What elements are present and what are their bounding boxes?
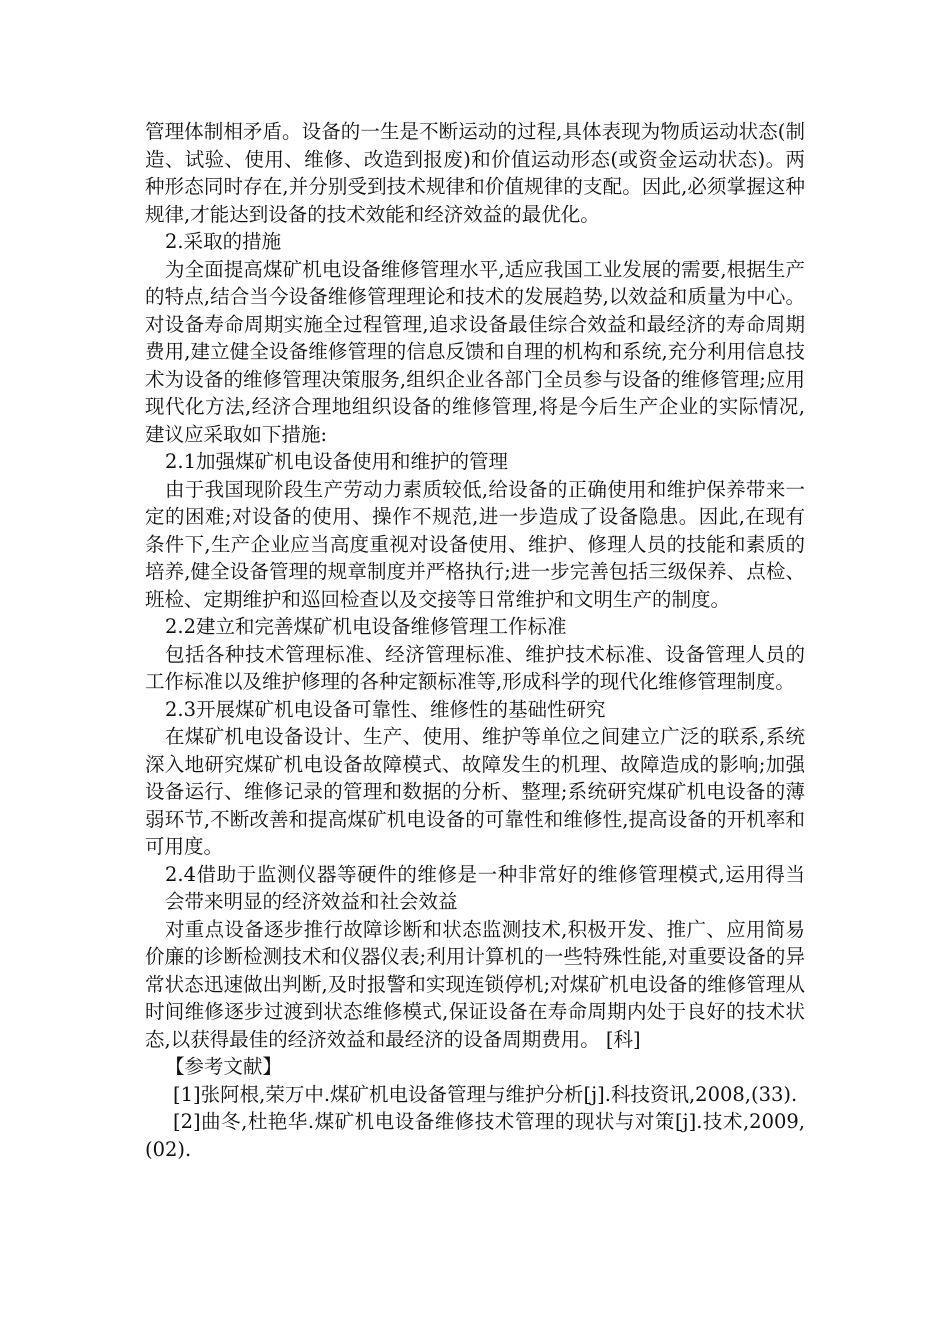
reference-item-1: [1]张阿根,荣万中.煤矿机电设备管理与维护分析[j].科技资讯,2008,(33). (173, 1082, 798, 1106)
references-title: 【参考文献】 (165, 1055, 283, 1078)
section-heading-2-4: 2.4借助于监测仪器等硬件的维修是一种非常好的维修管理模式,运用得当会带来明显的经济效益和社会效益 (165, 862, 805, 913)
paragraph-2-4: 对重点设备逐步推行故障诊断和状态监测技术,积极开发、推广、应用简易价廉的诊断检测技术和仪器仪表;利用计算机的一些特殊性能,对重要设备的异常状态迅速做出判断,及时报警和实现连锁停机;对煤矿机电设备的维修管理从时间维修逐步过渡到状态维修模式,保证设备在寿命周期内处于良好的技术状态,以获得最佳的经济效益和最经济的设备周期费用。 [科] (145, 917, 805, 1051)
section-heading-2: 2.采取的措施 (165, 230, 282, 253)
document-page (145, 118, 805, 1163)
section-heading-2-1: 2.1加强煤矿机电设备使用和维护的管理 (165, 450, 509, 473)
paragraph-intro: 管理体制相矛盾。设备的一生是不断运动的过程,具体表现为物质运动状态(制造、试验、使用、维修、改造到报废)和价值运动形态(或资金运动状态)。两种形态同时存在,并分别受到技术规律和价值规律的支配。因此,必须掌握这种规律,才能达到设备的技术效能和经济效益的最优化。 (145, 120, 805, 226)
section-heading-2-2: 2.2建立和完善煤矿机电设备维修管理工作标准 (165, 615, 567, 638)
paragraph-measures: 为全面提高煤矿机电设备维修管理水平,适应我国工业发展的需要,根据生产的特点,结合当今设备维修管理理论和技术的发展趋势,以效益和质量为中心。对设备寿命周期实施全过程管理,追求设备最佳综合效益和最经济的寿命周期费用,建立健全设备维修管理的信息反馈和自理的机构和系统,充分利用信息技术为设备的维修管理决策服务,组织企业各部门全员参与设备的维修管理;应用现代化方法,经济合理地组织设备的维修管理,将是今后生产企业的实际情况,建议应采取如下措施: (145, 257, 805, 446)
section-heading-2-3: 2.3开展煤矿机电设备可靠性、维修性的基础性研究 (165, 697, 606, 721)
reference-item-2: [2]曲冬,杜艳华.煤矿机电设备维修技术管理的现状与对策[j].技术,2009,(02). (145, 1110, 805, 1161)
paragraph-2-3: 在煤矿机电设备设计、生产、使用、维护等单位之间建立广泛的联系,系统深入地研究煤矿机电设备故障模式、故障发生的机理、故障造成的影响;加强设备运行、维修记录的管理和数据的分析、整理;系统研究煤矿机电设备的薄弱环节,不断改善和提高煤矿机电设备的可靠性和维修性,提高设备的开机率和可用度。 (145, 725, 805, 858)
paragraph-2-1: 由于我国现阶段生产劳动力素质较低,给设备的正确使用和维护保养带来一定的困难;对设备的使用、操作不规范,进一步造成了设备隐患。因此,在现有条件下,生产企业应当高度重视对设备使用、维护、修理人员的技能和素质的培养,健全设备管理的规章制度并严格执行;进一步完善包括三级保养、点检、班检、定期维护和巡回检查以及交接等日常维护和文明生产的制度。 (145, 477, 805, 611)
paragraph-2-2: 包括各种技术管理标准、经济管理标准、维护技术标准、设备管理人员的工作标准以及维护修理的各种定额标准等,形成科学的现代化维修管理制度。 (145, 642, 805, 693)
